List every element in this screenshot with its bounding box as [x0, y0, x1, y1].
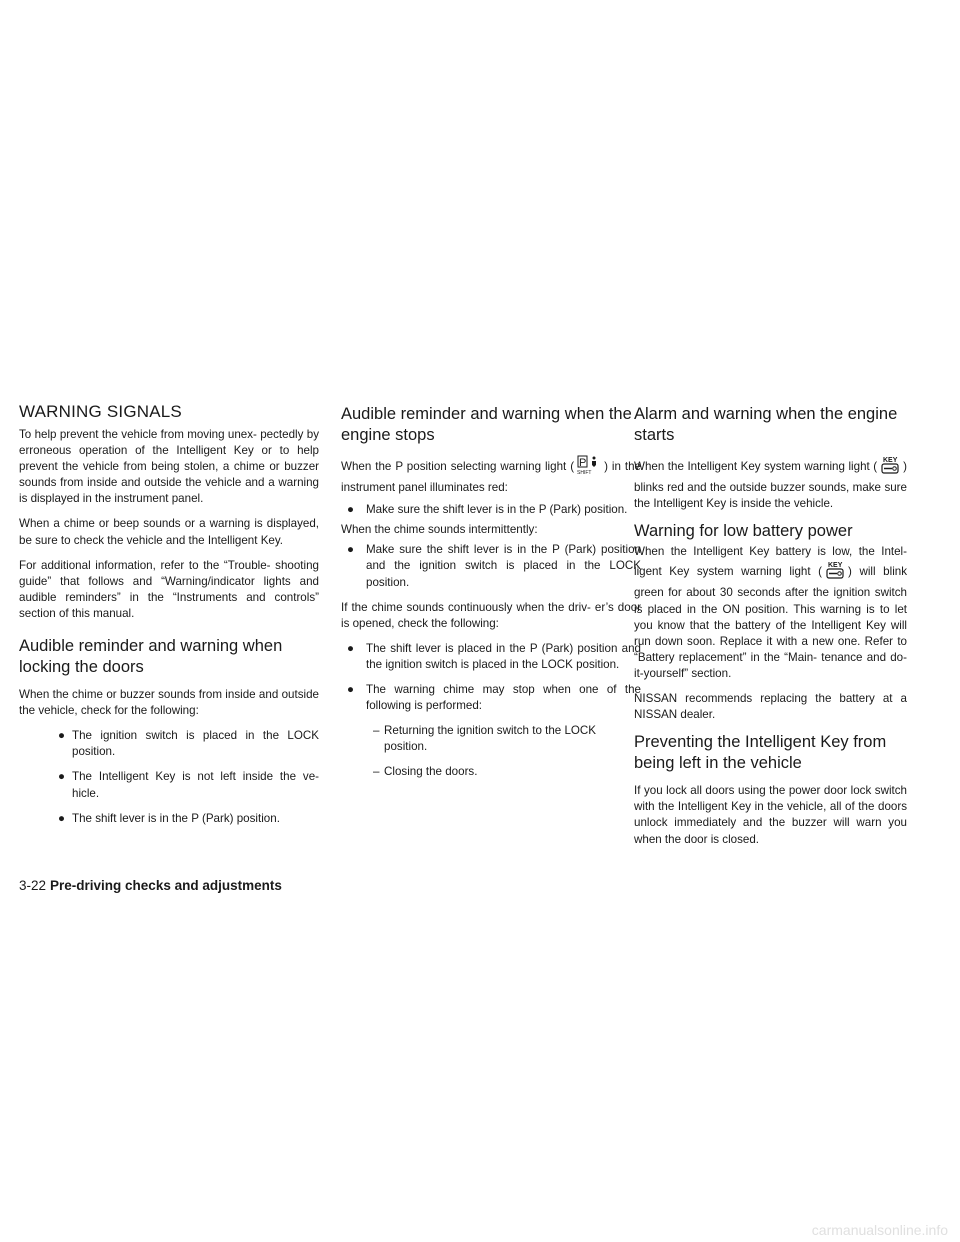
dash-text: Closing the doors. [384, 765, 478, 779]
column-3 [634, 402, 907, 857]
bullet-text: Make sure the shift lever is in the P (Park) position. [366, 503, 628, 517]
icon-key-text: KEY [828, 562, 843, 570]
paragraph-text: ) blinks red and the outside buzzer sounds, make sure the Intelligent Key is inside the vehicle. [634, 460, 907, 511]
dash-item [341, 764, 641, 780]
dash-icon: – [373, 724, 380, 738]
icon-p-letter: P [579, 457, 587, 469]
paragraph-text: When the Intelligent Key system warning light ( [634, 460, 878, 473]
dash-item [341, 723, 641, 755]
paragraph: When the chime sounds intermittently: [341, 523, 538, 537]
page-number: 3-22 [19, 878, 47, 893]
subheading-engine-starts: Alarm and warning when the engine starts [634, 405, 898, 444]
paragraph-text: When the P position selecting warning light ( [341, 460, 575, 473]
subheading-locking-doors: Audible reminder and warning when locking the doors [19, 637, 283, 677]
subheading-low-battery: Warning for low battery power [634, 522, 853, 541]
paragraph: NISSAN recommends replacing the battery at a NISSAN dealer. [634, 692, 907, 722]
bullet-icon: ● [347, 543, 355, 557]
p-shift-warning-icon [576, 455, 602, 480]
bullet-text: The shift lever is placed in the P (Park) position and the ignition switch is placed in the LOCK position. [366, 641, 641, 671]
bullet-icon: ● [58, 729, 66, 743]
bullet-icon: ● [347, 683, 355, 697]
section-title: Pre-driving checks and adjustments [50, 878, 282, 893]
key-warning-icon [824, 560, 846, 585]
bullet-text: The shift lever is in the P (Park) position. [72, 811, 280, 825]
dash-text: Returning the ignition switch to the LOCK position. [384, 724, 597, 754]
paragraph [341, 455, 641, 496]
bullet-icon: ● [58, 811, 66, 825]
dash-icon: – [373, 765, 380, 779]
bullet-icon: ● [58, 770, 66, 784]
icon-key-text: KEY [883, 457, 898, 464]
bullet-item [341, 682, 641, 714]
bullet-item [19, 728, 319, 760]
paragraph: For additional information, refer to the “Trouble- shooting guide” that follows and “Warning/indicator lights and audible reminders” in the “Instruments and controls” section of this manual. [19, 558, 319, 620]
column-1 [19, 402, 319, 836]
column-2 [341, 402, 641, 790]
bullet-item [341, 502, 641, 518]
bullet-text: The ignition switch is placed in the LOCK position. [72, 729, 319, 759]
bullet-item [341, 542, 641, 590]
bullet-text: Make sure the shift lever is in the P (Park) position and the ignition switch is placed in the LOCK position. [366, 543, 641, 589]
key-warning-icon [879, 455, 901, 480]
bullet-item [19, 769, 319, 801]
paragraph: If you lock all doors using the power door lock switch with the Intelligent Key in the vehicle, all of the doors unlock immediately and the buzzer will warn you when the door is closed. [634, 784, 907, 846]
icon-shift-text: SHIFT [577, 470, 592, 475]
paragraph: When a chime or beep sounds or a warning is displayed, be sure to check the vehicle and the Intelligent Key. [19, 517, 319, 547]
paragraph: If the chime sounds continuously when the driv- er’s door is opened, check the following: [341, 600, 641, 630]
bullet-icon: ● [347, 503, 355, 517]
paragraph [634, 455, 907, 512]
subheading-engine-stops: Audible reminder and warning when the engine stops [341, 405, 632, 444]
bullet-text: The Intelligent Key is not left inside the ve- hicle. [72, 770, 319, 800]
watermark: carmanualsonline.info [811, 1222, 948, 1238]
section-heading-warning-signals: WARNING SIGNALS [19, 402, 182, 421]
paragraph-text: ) in the instrument panel illuminates red: [341, 460, 641, 495]
bullet-item [341, 641, 641, 673]
paragraph: When the chime or buzzer sounds from inside and outside the vehicle, check for the following: [19, 688, 319, 718]
paragraph: To help prevent the vehicle from moving unex- pectedly by erroneous operation of the Intelligent Key or to help prevent the vehicle from being stolen, a chime or buzzer sounds from inside and outside the vehicle and a warning is displayed in the instrument panel. [19, 428, 319, 506]
bullet-icon: ● [347, 641, 355, 655]
bullet-text: The warning chime may stop when one of the following is performed: [366, 683, 641, 713]
paragraph [634, 544, 907, 682]
paragraph-text: When the Intelligent Key battery is low, the Intel- ligent Key system warning light ( [634, 545, 907, 579]
paragraph-text: ) will blink green for about 30 seconds after the ignition switch is placed in the ON position. This warning is to let you know that the battery of the Intelligent Key will run down soon. Replace it with a new one. Refer to “Battery replacement” in the “Main- tenance and do-it-yourself” section. [634, 565, 908, 680]
page-footer [19, 878, 282, 893]
bullet-item [19, 811, 319, 827]
subheading-preventing-key-left: Preventing the Intelligent Key from being left in the vehicle [634, 733, 887, 773]
